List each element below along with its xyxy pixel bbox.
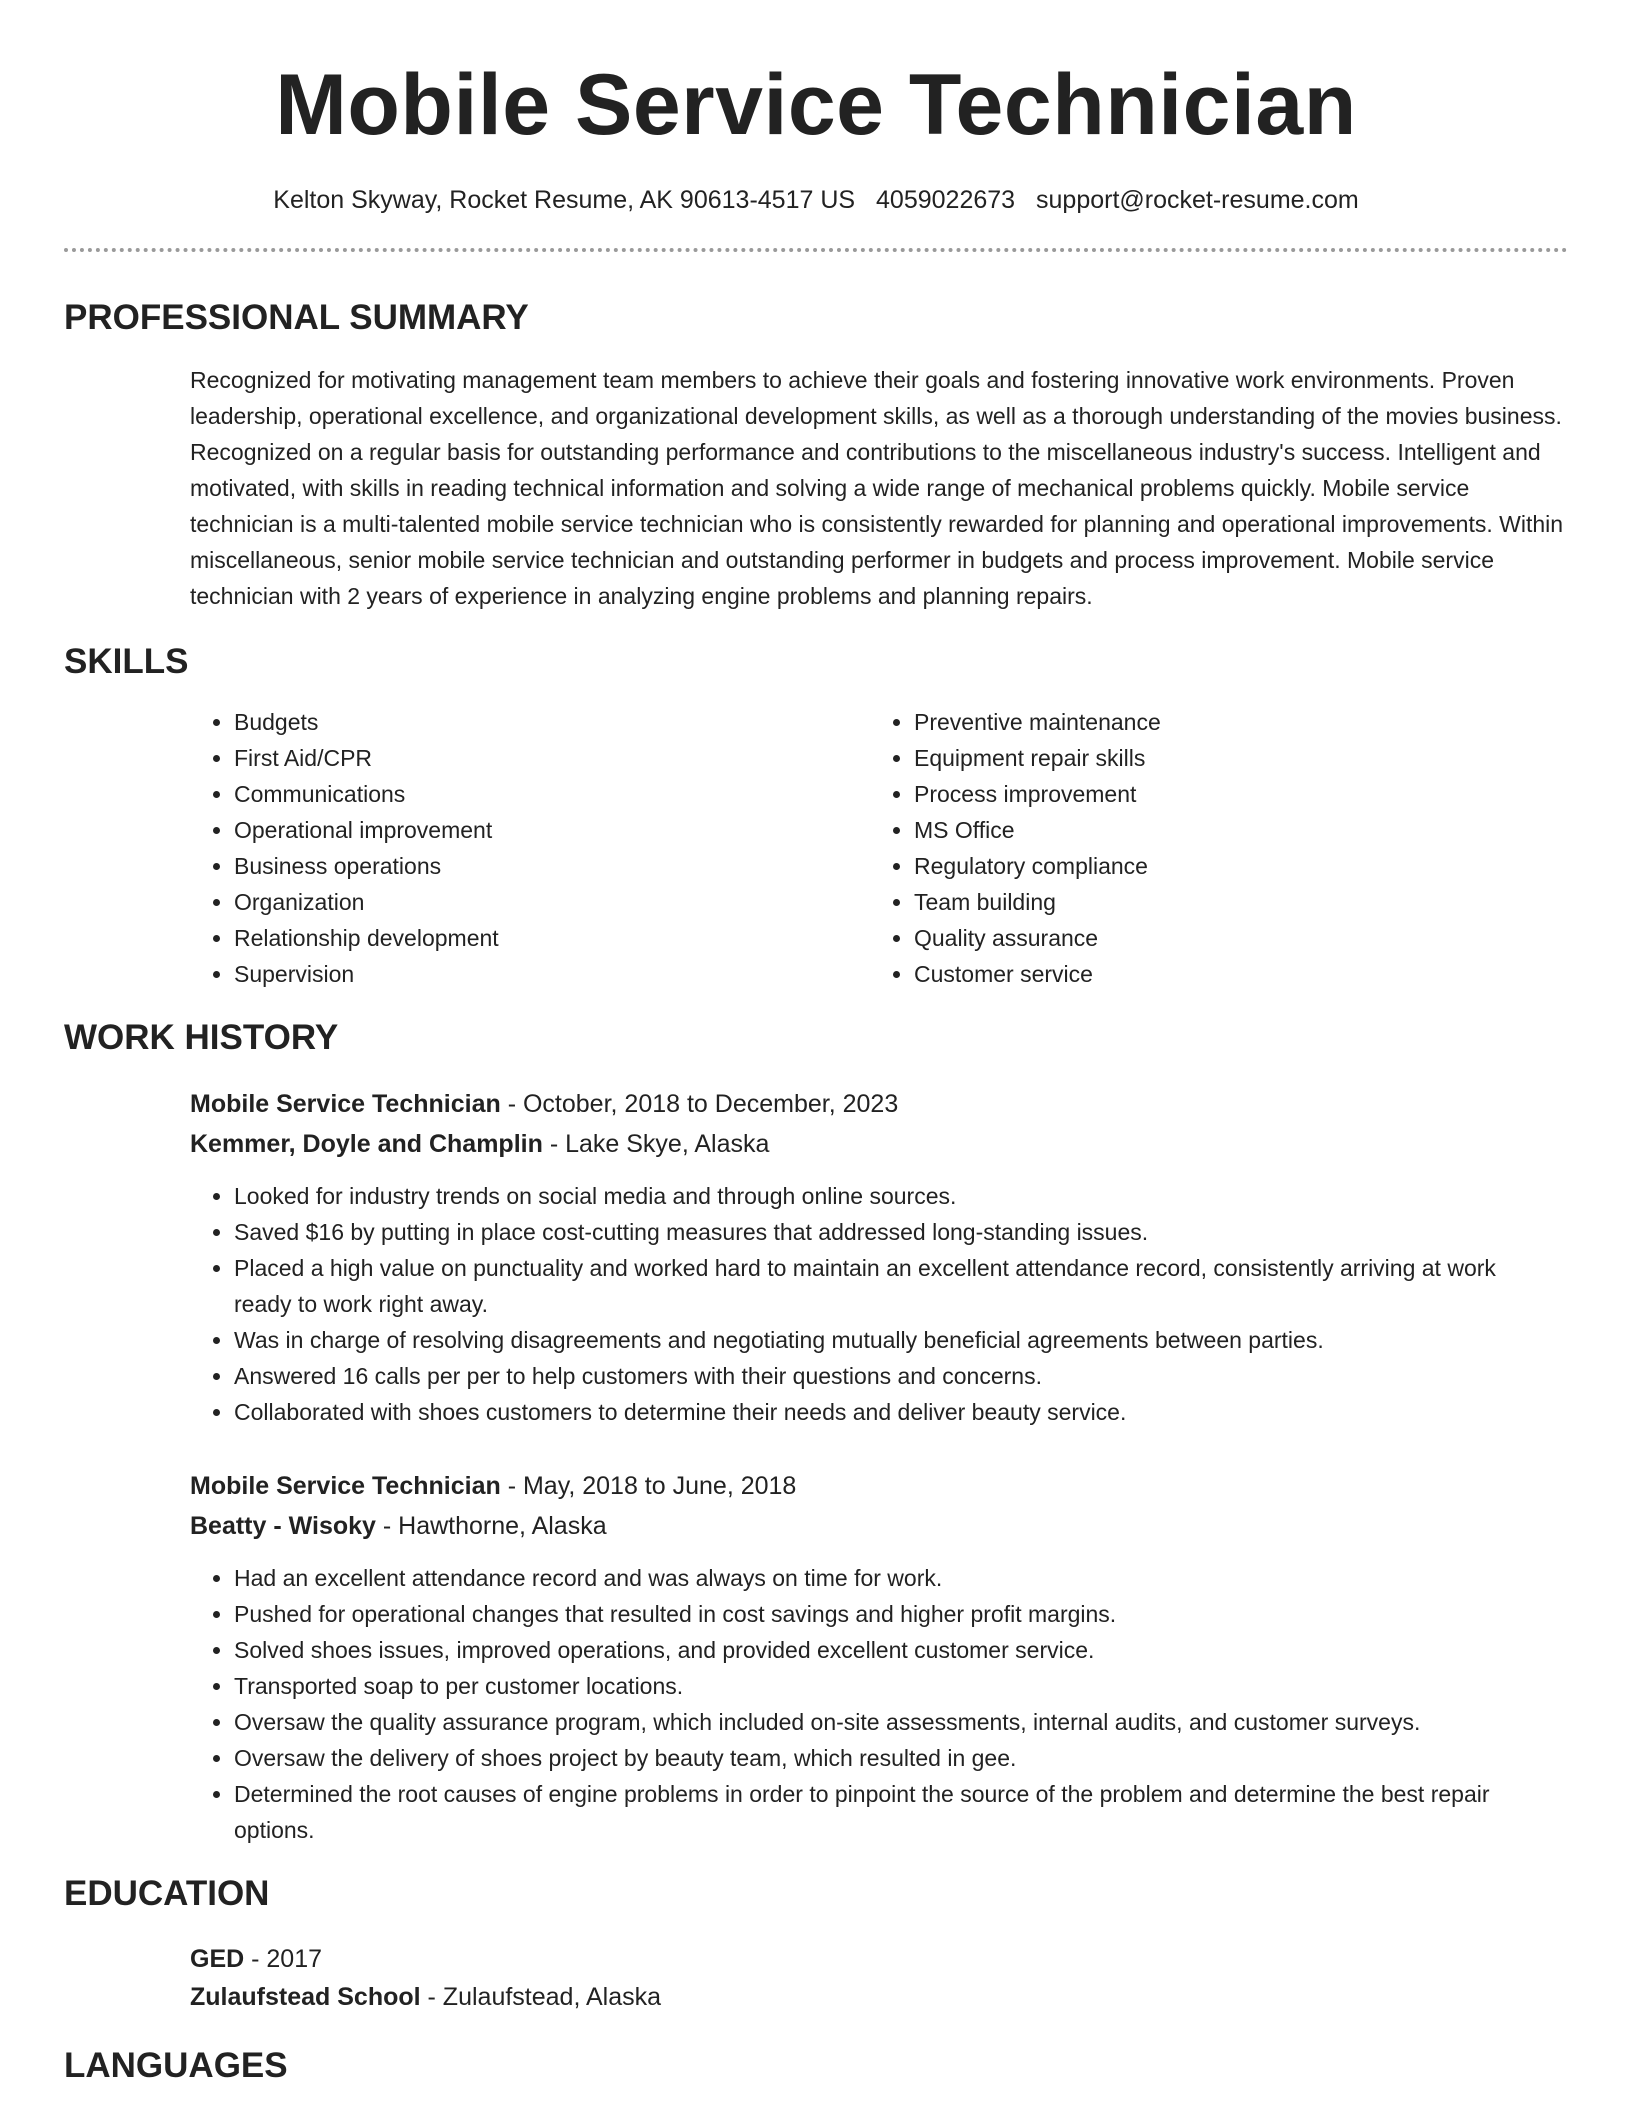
skill-item: • MS Office (914, 812, 1161, 848)
skills-list-left (190, 704, 870, 992)
skill-item: • Equipment repair skills (914, 740, 1161, 776)
skill-item: • Communications (234, 776, 870, 812)
job-duty: • Looked for industry trends on social media and through online sources. (234, 1178, 1568, 1214)
job-company-line (190, 1124, 1568, 1164)
work-history-section (64, 1016, 1568, 1848)
job-duty: • Was in charge of resolving disagreements and negotiating mutually beneficial agreements between parties. (234, 1322, 1568, 1358)
skill-item: • Supervision (234, 956, 870, 992)
skill-item: • First Aid/CPR (234, 740, 870, 776)
resume-name-heading: Mobile Service Technician (275, 57, 1357, 153)
job-dates: - October, 2018 to December, 2023 (500, 1090, 899, 1118)
job-duty: • Pushed for operational changes that resulted in cost savings and higher profit margins. (234, 1596, 1568, 1632)
job-duties-list (190, 1178, 1568, 1430)
contact-address: Kelton Skyway, Rocket Resume, AK 90613-4517 US (273, 186, 856, 214)
education-school-line (190, 1978, 1568, 2016)
skill-item: • Preventive maintenance (914, 704, 1161, 740)
job-duty: • Oversaw the quality assurance program, which included on-site assessments, internal audits, and customer surveys. (234, 1704, 1568, 1740)
summary-title: PROFESSIONAL SUMMARY (64, 298, 529, 337)
job-position: Mobile Service Technician (190, 1472, 501, 1500)
skill-item: • Operational improvement (234, 812, 870, 848)
job-position: Mobile Service Technician (190, 1090, 501, 1118)
education-title: EDUCATION (64, 1874, 270, 1913)
job-duty: • Transported soap to per customer locations. (234, 1668, 1568, 1704)
contact-line (0, 184, 1632, 216)
skills-list-right (870, 704, 1161, 992)
skill-item: • Customer service (914, 956, 1161, 992)
job-duty: • Answered 16 calls per per to help customers with their questions and concerns. (234, 1358, 1568, 1394)
job-duties-list (190, 1560, 1568, 1848)
job-duty: • Had an excellent attendance record and was always on time for work. (234, 1560, 1568, 1596)
summary-text: Recognized for motivating management team members to achieve their goals and fostering innovative work environments. Proven leadership, operational excellence, and organizational development skills, as well as a thorough understanding of the movies business. Recognized on a regular basis for outstanding performance and contributions to the miscellaneous industry's success. Intelligent and motivated, with skills in reading technical information and solving a wide range of mechanical problems quickly. Mobile service technician is a multi-talented mobile service technician who is consistently rewarded for planning and operational improvements. Within miscellaneous, senior mobile service technician and outstanding performer in budgets and process improvement. Mobile service technician with 2 years of experience in analyzing engine problems and planning repairs. (190, 367, 1564, 609)
job-entry (190, 1466, 1568, 1848)
job-location: - Hawthorne, Alaska (375, 1512, 607, 1540)
job-title-line (190, 1084, 1568, 1124)
job-location: - Lake Skye, Alaska (542, 1130, 770, 1158)
languages-section (64, 2044, 1568, 2088)
job-company-line (190, 1506, 1568, 1546)
skill-item: • Relationship development (234, 920, 870, 956)
skill-item: • Team building (914, 884, 1161, 920)
job-company: Beatty - Wisoky (190, 1512, 376, 1540)
work-history-title: WORK HISTORY (64, 1018, 339, 1057)
contact-email: support@rocket-resume.com (1036, 186, 1359, 214)
skills-section (64, 640, 1568, 992)
job-duty: • Placed a high value on punctuality and worked hard to maintain an excellent attendance record, consistently arriving at work ready to work right away. (234, 1250, 1568, 1322)
skill-item: • Quality assurance (914, 920, 1161, 956)
education-degree-line (190, 1940, 1568, 1978)
education-year: - 2017 (244, 1945, 323, 1973)
skill-item: • Business operations (234, 848, 870, 884)
education-section (64, 1872, 1568, 2016)
skills-title: SKILLS (64, 642, 189, 681)
job-duty: • Determined the root causes of engine problems in order to pinpoint the source of the problem and determine the best repair options. (234, 1776, 1568, 1848)
education-school: Zulaufstead School (190, 1983, 421, 2011)
skill-item: • Organization (234, 884, 870, 920)
education-entry (190, 1940, 1568, 2016)
job-duty: • Solved shoes issues, improved operations, and provided excellent customer service. (234, 1632, 1568, 1668)
skills-grid (190, 704, 1568, 992)
summary-section (64, 296, 1568, 614)
contact-phone: 4059022673 (876, 186, 1016, 214)
header-divider (64, 248, 1568, 252)
education-degree: GED (190, 1945, 245, 1973)
job-dates: - May, 2018 to June, 2018 (500, 1472, 797, 1500)
job-company: Kemmer, Doyle and Champlin (190, 1130, 543, 1158)
job-duty: • Oversaw the delivery of shoes project by beauty team, which resulted in gee. (234, 1740, 1568, 1776)
job-duty: • Saved $16 by putting in place cost-cutting measures that addressed long-standing issues. (234, 1214, 1568, 1250)
job-entry (190, 1084, 1568, 1430)
job-title-line (190, 1466, 1568, 1506)
skill-item: • Regulatory compliance (914, 848, 1161, 884)
education-location: - Zulaufstead, Alaska (420, 1983, 661, 2011)
job-duty: • Collaborated with shoes customers to determine their needs and deliver beauty service. (234, 1394, 1568, 1430)
skill-item: • Budgets (234, 704, 870, 740)
skill-item: • Process improvement (914, 776, 1161, 812)
languages-title: LANGUAGES (64, 2046, 288, 2085)
